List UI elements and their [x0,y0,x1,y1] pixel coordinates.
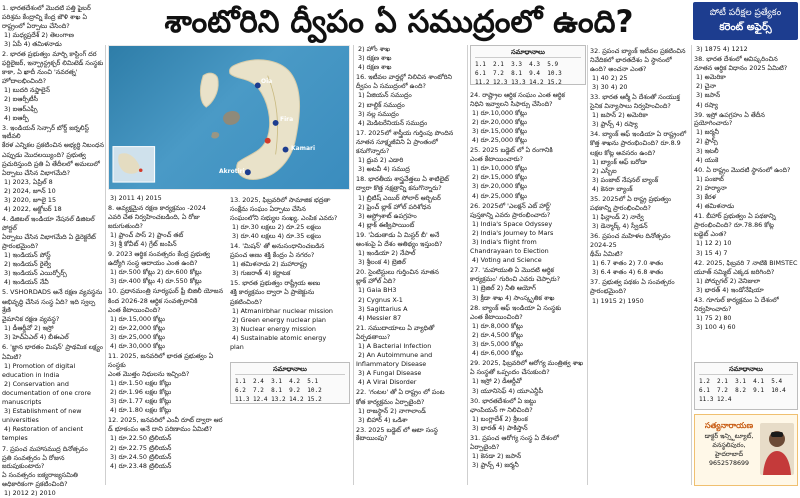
text-line: 2) ఇండియన్ రైల్వే [4,260,51,269]
text-line: 2) Conservation and [4,379,69,388]
text-line: నూతన సూక్ష్మజీవిని ఏ ప్రాంతంలో [356,137,438,146]
text-line: 4) A Viral Disorder [358,378,417,387]
text-line: 2) చైనా [696,82,717,91]
text-line: 3. ఇండియన్ సెన్సార్ బోర్డ్ జర్నలిస్ట్ ఇటీవలి [2,123,89,141]
text-line: కార్యక్రమం' గురించి ఎవరు చెప్పారు? [470,275,560,284]
text-line: 3) రూ.400 కోట్లు 4) రూ.550 కోట్లు [110,277,202,286]
text-line: ఏర్పాటైంది? [470,443,500,452]
text-line: రాష్ట్రంలో ఏర్పాటు చేసింది? [2,21,70,30]
text-line: 3) డెన్మార్క్ 4) స్వీడన్ [592,222,648,231]
text-line: నూతన ఆర్థిక విధానం 2025 ఏమిటి? [694,64,788,73]
text-line: 3) రూ.20,000 కోట్లు [472,182,527,191]
text-line: ఏర్పాటు చేసిన విభాగమేది ఏ డైరెక్టరేట్ [2,232,96,241]
column-divider [467,45,468,485]
text-line: 1) ఏజియన్ సముద్రం [358,91,412,100]
answer-row: 11.3 12.4 13.2 14.2 15.2 [235,396,322,403]
text-line: 2) An Autoimmune and [358,351,433,360]
text-line: 2) రూ.22.75 ట్రిలియన్ [110,443,172,452]
text-line: 2) 2024, జూన్ 10 [4,186,56,195]
text-line: 10. ప్రధానమంత్రి సూర్యఘర్ ఫ్రీ బిజిలీ యోజన [108,287,224,296]
text-line: 40. ఏ రాష్ట్రం మొదటి స్థానంలో ఉంది? [694,165,791,174]
text-line: 22. 'గంటల' తో ఏ రాష్ట్రం లో పంట [356,388,445,397]
text-line: 1) జపాన్ 2) అమెరికా [592,111,648,120]
text-line: 1) రూ.22.50 ట్రిలియన్ [110,434,172,443]
text-line: 2) ఫ్రెంచ్ బ్లాక్ హోల్ పరిశోధన [358,202,431,211]
text-line: Inflammatory Disease [356,360,427,369]
text-line: ఏర్పడతాయి? [356,332,391,341]
text-line: ఏమిటి? [2,352,22,361]
text-line: 1) 6.7 శాతం 2) 7.0 శాతం [592,259,664,268]
answer-row: 11.3 12.4 [699,396,732,403]
author-line-2: వనస్థలిపురం, [712,442,746,449]
map-label-kamari: Kamari [291,145,316,152]
text-line: 4) Sustainable atomic energy [232,333,327,342]
text-line: 3) A Fungal Disease [358,369,422,378]
text-line: 38. భారత దేశంలో ఆవిష్కరించిన [694,55,778,64]
text-line: temples [2,434,28,443]
text-line: 2) ఐఆర్సీటీసీ [4,95,39,104]
text-line: 2) హర్యానా [696,183,727,192]
text-line: 3) రూ.40 లక్షలు 4) రూ.35 లక్షలు [232,231,321,240]
answer-row: 6.2 7.2 8.1 9.2 10.2 [235,387,322,394]
text-line: ఎంత కేటాయించింది? [108,305,161,314]
text-line: 5. VSHORDADS అనే రక్షణ వ్యవస్థను [2,288,103,297]
answer-row: 1.1 2.1 3.3 4.3 5.9 [475,61,559,68]
text-line: నివేదికలో భారతదేశం ఏ స్థానంలో [590,55,672,64]
text-line: 4) రూ.25,000 కోట్లు [472,135,527,144]
text-line: 1) రూ.10,000 కోట్లు [472,164,527,173]
text-line: 1) రూ.10,000 కోట్లు [472,108,527,117]
santorini-map [108,45,350,190]
text-line: 3) క్రీడా శాఖ 4) సాంస్కృతిక శాఖ [472,293,555,302]
text-line: 1) Atmanirbhar nuclear mission [232,306,333,315]
text-line: 1) పంజాబ్ [696,174,724,183]
text-line: నిధిని ఇవ్వాలని సిఫార్సు చేసింది? [470,99,553,108]
text-line: 3) నల్ల సముద్రం [358,109,399,118]
text-line: ప్రారంభమైంది? [2,241,39,250]
text-line: 2) Green energy nuclear plan [232,315,326,324]
answers-box-1 [230,362,350,404]
text-line: 1) 12 2) 10 [696,239,732,248]
text-line: 4) Messier 87 [358,313,402,322]
text-line: 1) బ్యాంక్ ఆఫ్ బరోడా [592,157,647,166]
text-line: 4) Restoration of ancient [4,425,84,434]
text-line: 1) Gaia BH3 [358,286,397,295]
text-line: ఏ సంవత్సరం ఐక్యరాజ్యసమితి [2,471,78,480]
text-line: 1) 2012 2) 2010 [4,489,56,498]
text-line: 3) హెచ్ఏఎల్ 4) బీఈఎల్ [4,333,69,342]
text-line: 3) రూ.15,000 కోట్లు [472,126,527,135]
text-line: 30. భారతదేశంలో ఏ జట్టు [470,396,537,405]
map-label-oia: Oia [261,78,273,85]
text-line: 41. బీహార్ ప్రభుత్వం ఏ పథకాన్ని [694,212,776,221]
text-line: ఎవరి చేత నిర్వహించబడింది, ఏ రోజు జరుగుతుంది? [108,213,200,230]
text-line: 31. ప్రపంచ ఆరోగ్య సంస్థ ఏ దేశంలో [470,433,559,442]
text-line: 2) రూ.22,000 కోట్లు [110,323,165,332]
text-line: 3) అటవీ 4) సముద్ర [358,165,410,174]
text-line: 4) రూ.6,000 కోట్లు [472,349,523,358]
text-line: 3) ఫ్రాన్స్ 4) జర్మనీ [472,461,519,470]
text-line: education in India [2,370,60,379]
author-line-1: డాక్టర్ ఇన్స్టిట్యూట్, [704,433,754,440]
text-line: ప్రచురిస్తుంది ప్రతి ఏ తేదీలలో అమలులో [2,159,100,168]
text-line: 1) కెనడా 2) జపాన్ [472,452,522,461]
text-line: 3) 1875 4) 1212 [696,45,748,53]
text-line: 1) 1915 2) 1950 [592,296,644,305]
author-avatar-icon [760,423,794,475]
text-line: 3) కేరళ [696,193,716,201]
text-line: 4) Voting and Science [472,256,542,265]
text-line: 1) ధ్రువ 2) ఎడారి [358,156,404,165]
text-line: 29. 2025, ఫిబ్రవరిలో ఆరోగ్య మంత్రిత్వ శాఖ [470,359,584,368]
text-line: documentation of one crore [2,388,91,397]
text-line: 37. ప్రభుత్వ పథకం ఏ సంవత్సరం [590,278,675,287]
answer-row: 6.1 7.2 8.2 9.1 10.4 [699,387,786,394]
answer-row: 11.2 12.3 13.3 14.2 15.2 [475,79,562,86]
text-line: బడ్జెట్ ఎంత? [694,230,727,239]
text-line: 4) రక్షణ శాఖ [358,63,392,72]
text-line: 2) హోం శాఖ [358,45,391,53]
text-line: 4) యుకె [696,155,719,164]
text-line: 1) 75 2) 80 [696,314,732,323]
text-line: 4) 2022, అక్టోబర్ 18 [4,205,62,214]
text-line: డ్ భూకంపం అనే దాని పరిణామం ఏమిటి? [108,425,213,434]
text-line: 3) Sagittarius A [358,304,408,313]
text-line: 34. బ్యాంక్ ఆఫ్ ఇండియా ఏ రాష్ట్రంలో [590,130,687,139]
text-line: 4) కెనరా బ్యాంక్ [592,184,633,193]
text-line: manuscripts [2,398,42,407]
text-line: 3) ఐఆర్ఎఫ్సీ [4,104,38,113]
text-line: 21. సముదాయాలు ఏ వ్యాధితో [356,323,435,332]
text-line: ఫర్టిలైజర్, ఇన్ఫ్రాస్ట్రక్చర్ లిమిటెడ్ సంస్థకు [2,59,104,68]
text-line: 4) రూ.30,000 కోట్లు [110,342,165,350]
text-line: 32. ప్రపంచ బ్యాంక్ ఇటీవల ప్రకటించిన [590,46,686,55]
text-line: అధికారికంగా ప్రకటించింది? [2,480,68,489]
text-line: 42. 2025, ఫిబ్రవరి 7 నాటికి BIMSTEC [694,258,798,267]
text-line: లక్షల కోట్ల అవసరం ఉంది? [590,148,656,157]
text-line: 2) India's Journey to Mars [472,228,554,237]
text-line: పథకాన్ని ప్రారంభించింది? [590,204,651,213]
text-line: కేరళ ఎన్నికల ప్రకటించిన అభ్యర్థి నిబంధన [2,141,104,150]
answers-box-2 [470,45,586,85]
text-line: కాకా, ఏ ఖాదీ నుంచి 'నవరత్న' [2,68,78,77]
text-line: 3) ఇటలీ [696,146,719,155]
text-line: ప్రపంచ అణు శక్తి కేంద్రం ఏ నగరం? [230,251,315,260]
text-line: కనుగొన్నారు? [356,147,390,156]
text-line: కింద 2026-28 ఆర్థిక సంవత్సరానికి [108,296,198,305]
map-label-akrotiri: Akrotiri [219,168,245,175]
text-line: 7. ప్రపంచ మహాసముద్ర దినోత్సవం [2,444,88,453]
text-line: 2) ఫ్రాన్స్ [696,137,718,146]
text-line: పుస్తకాన్ని ఎవరు ప్రారంభించారు? [470,210,551,219]
text-line: ఎంత కేటాయించింది? [470,312,523,321]
text-line: 1) రూ.1.50 లక్షల కోట్లు [110,378,172,387]
text-line: 1) రూ.30 లక్షలు 2) రూ.25 లక్షలు [232,222,321,231]
text-line: plan [230,343,244,351]
answer-row: 1.2 2.1 3.1 4.1 5.4 [699,378,783,385]
text-line: 4) రూ.1.80 లక్షల కోట్లు [110,406,172,415]
text-line: universities [2,416,39,425]
text-line: కోత కార్యక్రమం ఏర్పాటైంది? [356,397,425,406]
column-4 [356,45,466,486]
text-line: 1) రాజస్థాన్ 2) నాగాలాండ్ [358,406,426,415]
text-line: 28. బ్యాంక్ ఆఫ్ ఇండియా ఏ సంస్థకు [470,303,562,312]
answers-box-3 [694,362,798,410]
text-line: 18. భారతీయ శాస్త్రవేత్తలు ఏ శాటిలైట్ [356,175,449,184]
text-line: 23. 2025 బడ్జెట్ లో ఆటా సంస్థ కేటాయింపు? [356,425,438,443]
text-line: 3) Establishment of new [4,407,82,416]
column-6 [590,45,690,486]
text-line: 4) రూ.23.48 ట్రిలియన్ [110,461,172,470]
text-line: 1) ఫిన్లాండ్ 2) నార్వే [592,213,644,222]
tag-line-2: కరెంట్ అఫైర్స్ [719,22,772,33]
text-line: 2) రూ.1.96 లక్షల కోట్లు [110,387,172,396]
text-line: 24. రాష్ట్రాల ఆర్థిక సంఘం ఎంత ఆర్థిక [470,90,565,99]
text-line: 16. ఇటీవల వార్తల్లో నిలిచిన శాంటోరిని [356,73,453,82]
text-line: 1) ఫ్రాంచ్ పాస్ 2) ఫ్రాంచ్ తట్ [110,230,184,239]
text-line: 3) రూ.5,000 కోట్లు [472,340,523,349]
text-line: 3) 30 4) 20 [592,82,628,91]
text-line: ద్వారా కొత్త నక్షత్రాన్ని కనుగొన్నారు? [356,184,442,193]
text-line: 3) ఏపీ 4) తమిళనాడు [4,39,62,48]
text-line: 3) 6.4 శాతం 4) 6.8 శాతం [592,268,664,277]
text-line: 3) 15 4) 7 [696,248,728,257]
text-line: 1) 40 2) 25 [592,73,628,82]
column-5 [470,89,586,486]
text-line: 1) అమెరికా [696,73,726,82]
text-line: ఉంది? అంచనా ఎంత? [590,64,647,73]
text-line: ఎంత మొత్తం నిధులను ఇచ్చింది? [108,369,190,378]
text-line: 3) 2020, జూలై 15 [4,195,57,204]
text-line: 27. 'మహాయుతి ఏ మొదటి ఆర్థిక [470,266,555,275]
text-line: యూత్ సమ్మిట్ ఎక్కడ జరిగింది? [694,267,775,276]
text-line: 2) బాల్టిక్ సముద్రం [358,100,405,109]
answers-title-1: సమాధానాలు [235,365,345,375]
text-line: 4) ఇండియన్ నేవీ [4,278,49,287]
text-line: సైనిక విన్యాసాలు నిర్వహించింది? [590,102,671,111]
text-line: 3) బిహార్ 4) ఒడిశా [358,415,408,424]
text-line: శక్తి కార్యక్రమం ద్వారా ఏ ప్రాజెక్టును [230,288,315,297]
text-line: ఛాంపియన్ గా నిలిచింది? [470,405,533,414]
text-line: 1) A Bacterial Infection [358,342,432,350]
text-line: 3) ఇండియన్ ఎయిర్ఫోర్స్ [4,269,67,278]
text-line: 3) ఆస్ట్రోశాట్ ఉపగ్రహం [358,211,417,220]
text-line: 43. గూగుల్ కార్యక్రమం ఏ దేశంలో [694,296,779,305]
text-line: 1) ఇస్రో 2) డీఆర్డీవో [472,377,522,386]
text-line: హోదాలభించింది? [2,77,47,86]
text-line: 12. 2025, జనవరిలో ఎంవీ రూట్ ద్వారా ఆర [108,416,223,425]
text-line: ఏ సంస్థతో ఒప్పందం చేసుకుంది? [470,368,550,377]
text-line: 4) మెడిటరేనియన్ సముద్రం [358,118,428,127]
text-line: 1) 2023, ఏప్రిల్ 8 [4,177,53,186]
author-phone: 9652578699 [708,460,750,467]
text-line: ప్రారంభమైంది? [590,287,627,296]
text-line: 2) ఎస్బీఐ [592,166,617,175]
author-name: సత్యనారాయణ [704,421,754,430]
page-headline: శాంటోరిని ద్వీపం ఏ సముద్రంలో ఉంది? [164,4,634,40]
text-line: కొత్త శాఖను ప్రారంభించింది? రూ.8.9 [590,139,681,148]
text-line: 6. 'జ్ఞాన భారతం మిషన్' ప్రాథమిక లక్ష్యం [2,343,104,352]
answers-title-2: సమాధానాలు [475,48,581,58]
text-line: 1) జర్మనీ [696,128,719,137]
text-line: 4) బ్లాక్ ఈక్విపాయింట్ [358,220,415,229]
column-1 [2,2,104,498]
text-line: 3) శ్రీలంక 4) బ్రెజిల్ [358,258,406,267]
text-line: బ్లాక్ హోల్ ఏది? [356,277,396,286]
text-line: నిర్వహించారు? [694,305,732,314]
column-divider [353,45,354,485]
text-line: 3) 100 4) 60 [696,323,736,332]
text-line: 2. భారత ప్రభుత్వం మార్చి కాస్టింగ్ దర [2,49,97,58]
text-line: 1) బ్రిటిష్ ఎయిర్ సోలార్ ఆర్బిటర్ [358,193,441,202]
text-line: 3) జపాన్ [696,91,721,100]
text-line: Chandrayaan to Election [470,247,549,256]
text-line: 9. 2023 ఆర్థిక సంవత్సరం కేంద్ర ప్రభుత్వ [108,250,210,259]
text-line: 14. 'మిషన్' తో అనుసంధానించబడిన [230,241,325,250]
column-divider [587,45,588,485]
text-line: అభివృద్ధి చేసిన సంస్థ ఏది? ఇది స్వల్ప శ్రేణి [2,297,96,315]
text-line: 1) మధ్యప్రదేశ్ 2) తెలంగాణ [4,30,74,39]
text-line: 15. భారత ప్రభుత్వం రాష్ట్రీయ అణు [230,279,321,288]
text-line: 1) రూ.500 కోట్లు 2) రూ.600 కోట్లు [110,268,202,277]
text-line: ప్రారంభించింది? రూ.78.86 కోట్ల [694,221,774,230]
text-line: 3) శ్రీ కోవీట్ 4) గ్రేట్ జంపిన్ [110,239,177,248]
text-line: 1) బుదరి నఫ్తాలైన్ [4,86,51,95]
tag-line-1: పోటీ పరీక్షల ప్రత్యేకం [709,8,782,18]
text-line: 3) Nuclear energy mission [232,324,316,333]
column-divider [691,45,692,485]
text-line: అంశంపై ఏ దేశం ఆతిథ్యం ఇస్తుంది? [356,239,443,248]
section-tag [693,2,798,40]
text-line: 3) రక్షణ శాఖ [358,54,392,63]
text-line: ద్వీపం ఏ సముద్రంలో ఉంది? [356,82,426,91]
text-line: 1) India's Space Odyssey [472,219,553,228]
text-line: ఏర్పాటు చేసిన విభాగమేది? [2,168,71,177]
text-line: సంఘంలోని సభ్యుల సంఖ్య, ఎంపిక ఎవరు? [230,213,338,222]
author-photo [760,423,794,475]
text-line: 19. 'ఏడుతాడు ఏ మిస్టర్ బీ' అనే [356,230,440,239]
text-line: ఎప్పుడు మొదలయ్యింది? ప్రభుత్వ [2,150,86,159]
text-line: 11. 2025, జనవరిలో భారత ప్రభుత్వం ఏ సంస్థకు [108,352,214,369]
text-line: 1) రూ.15,000 కోట్లు [110,314,165,323]
text-line: 3) రూ.24.50 ట్రిలియన్ [110,452,172,461]
text-line: 4) ఐఆర్పీ [4,113,29,122]
answer-row: 1.1 2.4 3.1 4.2 5.1 [235,378,319,385]
text-line: 8. అవ్యక్తమైన రక్షణ కార్యక్రమం -2024 [108,204,206,213]
author-line-3: హైదరాబాద్ [714,451,744,458]
text-line: 17. 2025లో శాస్త్రీయ గుర్తింపు పొందిన [356,128,454,137]
text-line: ఎంత కేటాయించారు? [470,155,524,164]
text-line: ఉద్యోగి సంస్థ ఆదాయం ఎంత ఉంది? [108,259,198,268]
column-7 [694,45,798,357]
column-divider [105,45,106,485]
text-line: 1) బంగ్లాదేశ్ 2) శ్రీలంక [472,414,528,423]
text-line: 3) యూనిసెఫ్ 4) యూఎన్డీపీ [472,386,544,395]
text-line: 3) పంజాబ్ నేషనల్ బ్యాంక్ [592,175,659,184]
text-line: 3) India's flight from [472,238,537,246]
text-line: 4. డిజిటల్ ఇండియా నేషనల్ డిజిటల్ పోర్టల్ [2,215,95,232]
text-line: 2) Cygnus X-1 [358,295,403,304]
text-line: ప్రతి సంవత్సరం ఏ రోజున జరుపుకుంటారు? [2,453,65,471]
text-line: 1) రూ.8,000 కోట్లు [472,321,523,330]
text-line: 1) బ్రెజిల్ 2) నీతి ఆయోగ్ [472,284,536,293]
text-line: వైమానిక రక్షణ వ్యవస్థ? [2,315,60,324]
text-line: 4) తమిళనాడు [696,202,735,211]
text-line: 2) రూ.15,000 కోట్లు [472,173,527,182]
text-line: 4) రూ.25,000 కోట్లు [472,191,527,200]
text-line: 1) ఇండియన్ పోస్ట్ [4,251,51,260]
author-text [698,421,760,468]
column-2 [108,194,226,486]
text-line: 1. భారతదేశంలో మొదటి పత్తి ఫైబర్ [2,3,91,12]
text-line: 36. ప్రపంచ మహిళల దినోత్సవం 2024-25 [590,232,671,249]
text-line: 3) భారత్ 4) ఇండోనేషియా [696,285,764,294]
text-line: 1) తమిళనాడు 2) మహారాష్ట్ర [232,260,307,269]
text-line: సంక్షేమ సంఘం ఏర్పాటు చేసిన [230,204,306,213]
map-label-fira: Fira [280,116,294,123]
text-line: థీమ్ ఏమిటి? [590,250,623,259]
author-box [694,414,798,486]
text-line: 3) రూ.25,000 కోట్లు [110,332,165,341]
text-line: 33. భారత ఆర్మీ ఏ దేశంతో సంయుక్త [590,92,680,101]
text-line: పరిశ్రమ కేంద్రాన్ని కేంద్ర జౌళి శాఖ ఏ [2,12,88,21]
text-line: 20. సైంటిస్టులు గుర్తించిన నూతన [356,268,439,277]
answer-row: 6.1 7.2 8.1 9.4 10.3 [475,70,562,77]
text-line: 4) రష్యా [696,100,718,109]
text-line: 35. 2025లో ఏ రాష్ట్ర ప్రభుత్వం [590,195,672,203]
text-line: 2) రూ.20,000 కోట్లు [472,117,527,126]
text-line: 3) రూ.1.77 లక్షల కోట్లు [110,397,172,406]
text-line: 13. 2025, ఫిబ్రవరిలో సామాజిక భద్రతా [230,195,331,204]
text-line: 26. 2025లో 'ఎలక్షన్ ఎట్ హార్ట్' [470,201,552,210]
text-line: 3) గుజరాత్ 4) కర్ణాటక [232,269,291,278]
text-line: ప్రకటించింది? [230,297,263,306]
text-line: 25. 2025 బడ్జెట్ లో ఏ రంగానికి [470,146,553,155]
text-line: 1) డీఆర్డీవో 2) ఇస్రో [4,324,54,333]
text-line: 3) 2011 4) 2015 [110,194,162,202]
text-line: 3) భారత్ 4) పాకిస్తాన్ [472,423,528,432]
text-line: 1) పోర్చుగల్ 2) వెనిజులా [696,276,761,285]
text-line: 1) Promotion of digital [4,361,76,370]
text-line: 2) రూ.4,500 కోట్లు [472,330,523,339]
column-3 [230,194,352,354]
answers-title-3: సమాధానాలు [699,365,793,375]
text-line: 39. ఇస్రో ఉపగ్రహం ఏ తేదీన ప్రయోగించారు? [694,110,765,128]
text-line: 1) ఇండియా 2) నేపాల్ [358,249,416,258]
text-line: 3) ఫ్రాన్స్ 4) రష్యా [592,120,638,129]
